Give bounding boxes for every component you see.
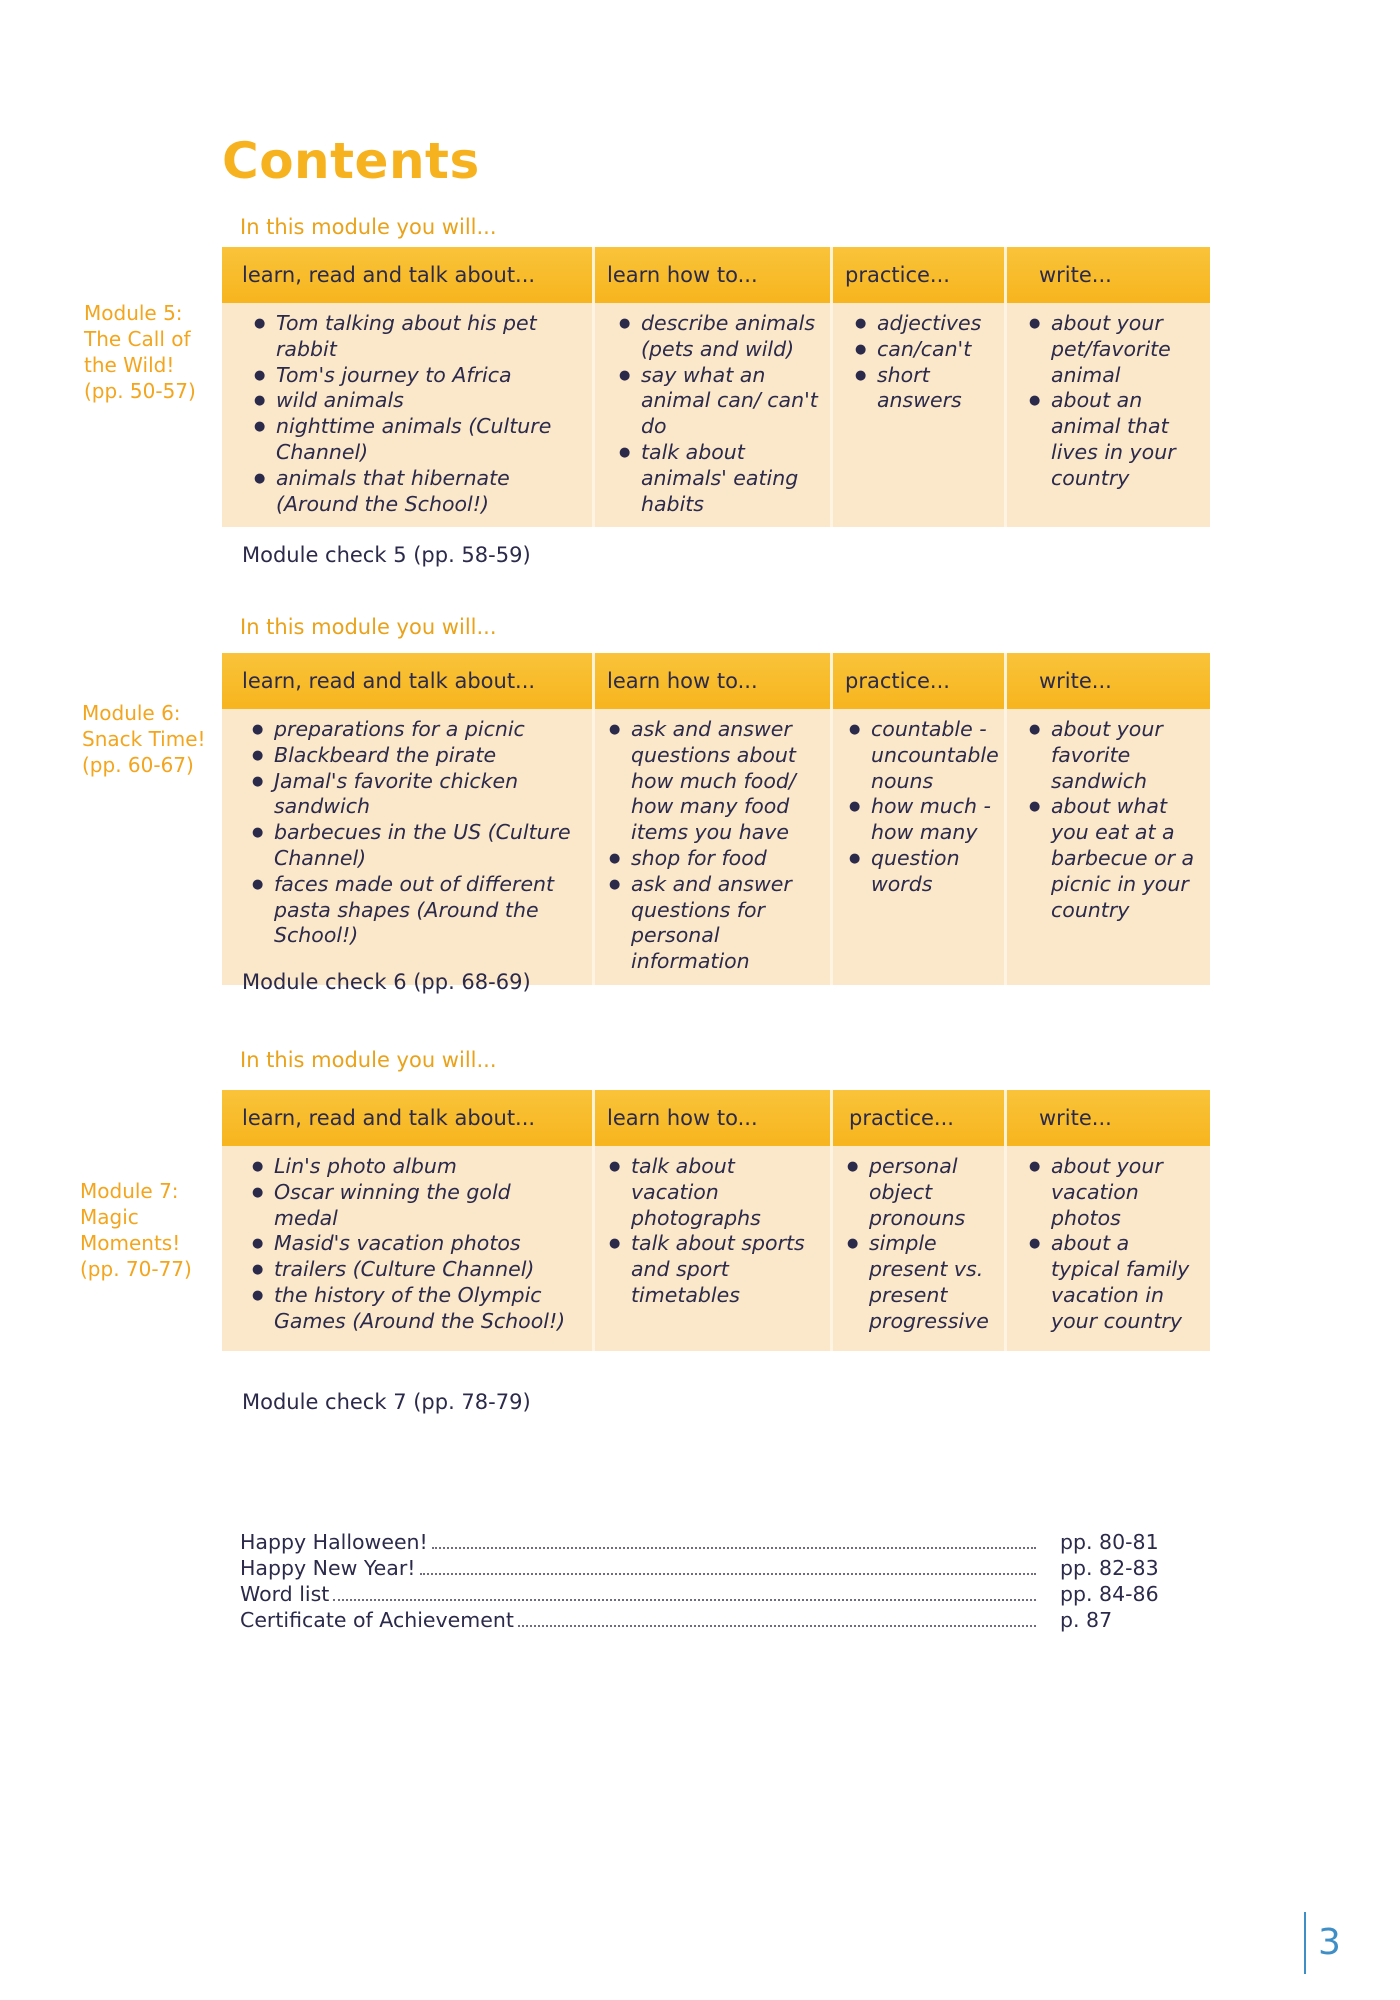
column-learn-read-talk (222, 1146, 592, 1351)
column-learn-how (592, 303, 830, 527)
list-item: ● about an animal that lives in your country (1051, 388, 1204, 491)
column-learn-how (592, 709, 830, 985)
list-item: ● about a typical family vacation in your country (1051, 1231, 1204, 1334)
column-write (1004, 709, 1210, 985)
list-item: ● Oscar winning the gold medal (274, 1180, 580, 1232)
extras-label: Word list (240, 1582, 330, 1606)
header-write: write... (1004, 1090, 1210, 1146)
list-item: ● ask and answer questions about how much food/ how many food items you have (631, 717, 822, 846)
header-learn-how: learn how to... (592, 653, 830, 709)
column-write (1004, 303, 1210, 527)
header-practice: practice... (830, 247, 1004, 303)
page-title: Contents (222, 132, 480, 190)
list-item: ● about your vacation photos (1051, 1154, 1204, 1231)
module-intro: In this module you will... (240, 1048, 497, 1072)
extras-pages: pp. 84-86 (1060, 1582, 1159, 1606)
module-check: Module check 5 (pp. 58-59) (242, 543, 531, 567)
column-practice (830, 303, 1004, 527)
module-check: Module check 6 (pp. 68-69) (242, 970, 531, 994)
column-learn-read-talk (222, 709, 592, 985)
list-item: ● Blackbeard the pirate (274, 743, 580, 769)
list-item: ● wild animals (276, 388, 574, 414)
dot-leader (518, 1625, 1036, 1627)
list-item: ● Tom's journey to Africa (276, 363, 574, 389)
list-item: ● simple present vs. present progressive (869, 1231, 996, 1334)
module-label-line: Module 6: (82, 701, 181, 725)
list-item: ● say what an animal can/ can't do (641, 363, 822, 440)
list-item: ● describe animals (pets and wild) (641, 311, 822, 363)
extras-row (240, 1608, 1160, 1634)
dot-leader (333, 1599, 1036, 1601)
module-label-line: the Wild! (84, 353, 175, 377)
list-item: ● about what you eat at a barbecue or a picnic in your country (1051, 794, 1204, 923)
extras-pages: pp. 82-83 (1060, 1556, 1159, 1580)
module-intro: In this module you will... (240, 215, 497, 239)
list-item: ● personal object pronouns (869, 1154, 996, 1231)
header-learn-how: learn how to... (592, 247, 830, 303)
header-learn-how: learn how to... (592, 1090, 830, 1146)
module-label-line: The Call of (84, 327, 191, 351)
list-item: ● animals that hibernate (Around the School!) (276, 466, 574, 518)
list-item: ● how much - how many (871, 794, 1000, 846)
module-label-line: Module 5: (84, 301, 183, 325)
list-item: ● nighttime animals (Culture Channel) (276, 414, 574, 466)
list-item: ● talk about sports and sport timetables (631, 1231, 822, 1308)
extras-label: Happy Halloween! (240, 1530, 428, 1554)
list-item: ● countable - uncountable nouns (871, 717, 1000, 794)
module-table (222, 1090, 1210, 1351)
extras-row (240, 1582, 1160, 1608)
list-item: ● talk about vacation photographs (631, 1154, 822, 1231)
module-table (222, 247, 1210, 527)
module-check: Module check 7 (pp. 78-79) (242, 1390, 531, 1414)
module-label (80, 1178, 210, 1282)
module-label-line: (pp. 50-57) (84, 379, 196, 403)
extras-row (240, 1530, 1160, 1556)
header-practice: practice... (830, 653, 1004, 709)
list-item: ● question words (871, 846, 1000, 898)
list-item: ● adjectives (877, 311, 998, 337)
extras-pages: pp. 80-81 (1060, 1530, 1159, 1554)
list-item: ● about your pet/favorite animal (1051, 311, 1204, 388)
module-label (82, 700, 212, 778)
header-write: write... (1004, 247, 1210, 303)
module-intro: In this module you will... (240, 615, 497, 639)
extras-label: Happy New Year! (240, 1556, 416, 1580)
list-item: ● barbecues in the US (Culture Channel) (274, 820, 580, 872)
list-item: ● Masid's vacation photos (274, 1231, 580, 1257)
list-item: ● about your favorite sandwich (1051, 717, 1204, 794)
column-learn-read-talk (222, 303, 592, 527)
page-number: 3 (1304, 1912, 1341, 1974)
list-item: ● talk about animals' eating habits (641, 440, 822, 517)
extras-list (240, 1530, 1160, 1634)
header-learn-read-talk: learn, read and talk about... (222, 247, 592, 303)
header-learn-read-talk: learn, read and talk about... (222, 1090, 592, 1146)
list-item: ● the history of the Olympic Games (Around the School!) (274, 1283, 580, 1335)
module-label-line: (pp. 60-67) (82, 753, 194, 777)
column-learn-how (592, 1146, 830, 1351)
header-practice: practice... (830, 1090, 1004, 1146)
module-label-line: Module 7: (80, 1179, 179, 1203)
module-table (222, 653, 1210, 985)
list-item: ● Tom talking about his pet rabbit (276, 311, 574, 363)
list-item: ● preparations for a picnic (274, 717, 580, 743)
extras-pages: p. 87 (1060, 1608, 1113, 1632)
header-write: write... (1004, 653, 1210, 709)
extras-label: Certificate of Achievement (240, 1608, 514, 1632)
module-label-line: Snack Time! (82, 727, 206, 751)
list-item: ● Jamal's favorite chicken sandwich (274, 769, 580, 821)
list-item: ● short answers (877, 363, 998, 415)
column-write (1004, 1146, 1210, 1351)
dot-leader (432, 1547, 1036, 1549)
list-item: ● shop for food (631, 846, 822, 872)
list-item: ● Lin's photo album (274, 1154, 580, 1180)
list-item: ● trailers (Culture Channel) (274, 1257, 580, 1283)
dot-leader (420, 1573, 1036, 1575)
module-label-line: (pp. 70-77) (80, 1257, 192, 1281)
list-item: ● can/can't (877, 337, 998, 363)
column-practice (830, 1146, 1004, 1351)
module-label-line: Moments! (80, 1231, 181, 1255)
list-item: ● faces made out of different pasta shapes (Around the School!) (274, 872, 580, 949)
module-label-line: Magic (80, 1205, 139, 1229)
module-label (84, 300, 214, 404)
header-learn-read-talk: learn, read and talk about... (222, 653, 592, 709)
column-practice (830, 709, 1004, 985)
list-item: ● ask and answer questions for personal information (631, 872, 822, 975)
extras-row (240, 1556, 1160, 1582)
